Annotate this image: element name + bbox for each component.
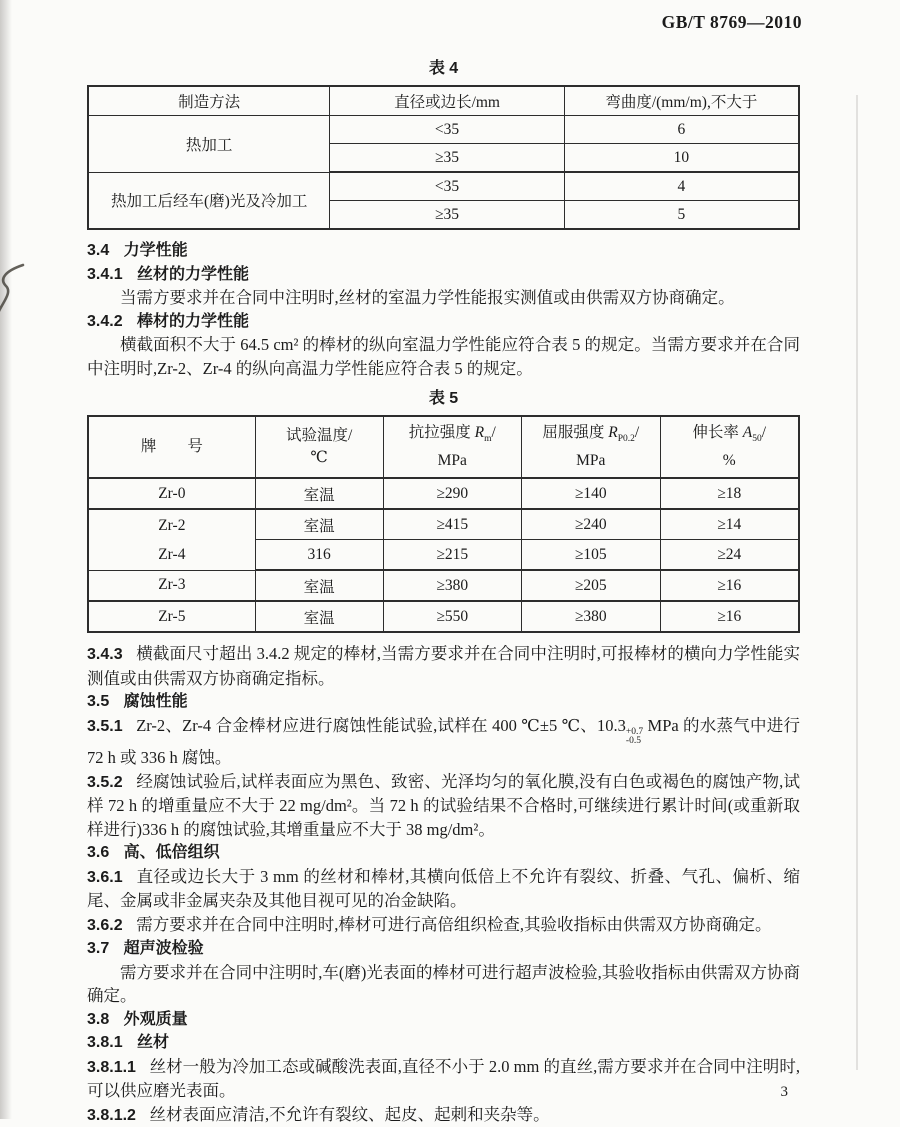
table-row: [88, 570, 799, 601]
section-heading-3-4-2: [87, 310, 800, 334]
section-title: 丝材: [136, 1034, 169, 1052]
table4-method-cell: 热加工后经车(磨)光及冷加工: [88, 172, 330, 229]
table5-header-tensile: [383, 416, 521, 478]
table5-temp-cell: 316: [255, 540, 383, 571]
table5-tensile-cell: ≥415: [383, 509, 521, 540]
section-heading-3-8: [87, 1008, 800, 1032]
unit: %: [722, 452, 736, 470]
table4-header-method: 制造方法: [88, 86, 330, 116]
scan-bleed-line: [856, 95, 858, 1070]
table5-yield-cell: ≥240: [522, 509, 660, 540]
table5-grade-cell: Zr-5: [88, 601, 255, 632]
table5-tensile-cell: ≥215: [383, 540, 521, 571]
symbol: R: [608, 423, 618, 441]
table4-header-row: [88, 86, 799, 116]
table5-yield-cell: ≥380: [522, 601, 660, 632]
paragraph-3-4-2: 横截面积不大于 64.5 cm² 的棒材的纵向室温力学性能应符合表 5 的规定。当需方要求并在合同中注明时,Zr-2、Zr-4 的纵向高温力学性能应符合表 5 的规定。: [87, 335, 800, 378]
tolerance-upper: +0.7: [625, 727, 644, 738]
section-heading-3-4-1: [87, 263, 800, 287]
slash: /: [634, 423, 640, 441]
symbol-subscript: P0.2: [617, 434, 635, 445]
page-number: 3: [780, 1084, 788, 1100]
section-number: 3.4: [87, 242, 110, 259]
table-row: [88, 478, 799, 509]
clause-number: 3.6.2: [87, 916, 123, 934]
section-heading-3-4: [87, 239, 800, 263]
table5-yield-cell: ≥105: [522, 540, 660, 571]
table4-bend-cell: 4: [564, 172, 799, 201]
table5-tensile-cell: ≥290: [383, 478, 521, 509]
table4-size-cell: <35: [330, 116, 564, 144]
table5-elong-cell: ≥24: [660, 540, 799, 571]
section-heading-3-8-1: [87, 1031, 800, 1055]
clause-number: 3.8.1.2: [87, 1106, 136, 1124]
grade-line: Zr-4: [158, 545, 186, 563]
table-row: [88, 601, 799, 632]
table4-header-bend: 弯曲度/(mm/m),不大于: [564, 86, 799, 116]
table5-temp-cell: 室温: [255, 601, 383, 632]
paragraph-3-7: 需方要求并在合同中注明时,车(磨)光表面的棒材可进行超声波检验,其验收指标由供需双方协商确定。: [87, 962, 800, 1006]
table-row: [88, 509, 799, 540]
clause-3-6-1: [87, 865, 800, 913]
scan-artifact-icon: [0, 262, 27, 314]
table5-grade-cell: Zr-3: [88, 570, 255, 601]
sections-top: [87, 239, 800, 380]
section-number: 3.4.2: [87, 312, 123, 330]
page-content: [0, 55, 900, 1127]
header-line: 屈服强度: [542, 423, 605, 441]
section-title: 棒材的力学性能: [136, 312, 249, 330]
clause-text: Zr-2、Zr-4 合金棒材应进行腐蚀性能试验,试样在 400 ℃±5 ℃、10.3: [136, 715, 626, 735]
table5-elong-cell: ≥18: [660, 478, 799, 509]
clause-number: 3.5.1: [87, 717, 123, 735]
clause-3-6-2: [87, 913, 800, 938]
table4-bend-cell: 5: [564, 201, 799, 230]
section-title: 超声波检验: [123, 940, 204, 958]
clause-text: MPa 的水蒸气中进行 72 h 或 336 h 腐蚀。: [87, 715, 801, 768]
section-heading-3-5: [87, 690, 800, 714]
tolerance-stack: [626, 728, 643, 746]
clause-text: 直径或边长大于 3 mm 的丝材和棒材,其横向低倍上不允许有裂纹、折叠、气孔、偏析、缩尾、金属或非金属夹杂及其他目视可见的冶金缺陷。: [87, 866, 800, 911]
table4-bend-cell: 10: [564, 144, 799, 173]
table5-caption: 表 5: [428, 390, 459, 407]
clause-3-4-3: [87, 642, 800, 690]
table-row: [88, 116, 799, 144]
section-title: 丝材的力学性能: [136, 265, 249, 283]
clause-text: 丝材表面应清洁,不允许有裂纹、起皮、起刺和夹杂等。: [149, 1104, 550, 1124]
table5-tensile-cell: ≥380: [383, 570, 521, 601]
section-number: 3.6: [87, 844, 110, 862]
header-line: 伸长率: [692, 423, 739, 441]
clause-number: 3.8.1.1: [87, 1058, 136, 1076]
section-number: 3.5: [87, 693, 110, 710]
section-number: 3.4.1: [87, 265, 123, 283]
section-number: 3.8.1: [87, 1034, 123, 1052]
table4-header-size: 直径或边长/mm: [330, 86, 564, 116]
sections-bottom: [87, 642, 800, 1127]
clause-3-8-1-1: [87, 1055, 800, 1103]
table4-size-cell: <35: [330, 172, 564, 201]
paragraph-3-4-1: 当需方要求并在合同中注明时,丝材的室温力学性能报实测值或由供需双方协商确定。: [120, 288, 735, 307]
unit: MPa: [576, 452, 606, 470]
section-number: 3.7: [87, 940, 110, 958]
table5-temp-cell: 室温: [255, 509, 383, 540]
clause-number: 3.5.2: [87, 773, 123, 791]
table5-grade-cell-merged: [88, 509, 255, 570]
table4-method-cell: 热加工: [88, 116, 330, 173]
clause-text: 需方要求并在合同中注明时,棒材可进行高倍组织检查,其验收指标由供需双方协商确定。: [136, 914, 772, 934]
section-heading-3-6: [87, 841, 800, 865]
table5-header-temp: [255, 416, 383, 478]
section-title: 腐蚀性能: [123, 693, 188, 710]
slash: /: [491, 423, 496, 441]
table4-caption: 表 4: [428, 60, 459, 77]
table4-bend-cell: 6: [564, 116, 799, 144]
table4-size-cell: ≥35: [330, 201, 564, 230]
table5-header-grade: 牌 号: [88, 416, 255, 478]
clause-number: 3.6.1: [87, 868, 123, 886]
table5-header-elongation: [660, 416, 799, 478]
table5-header-row: [88, 416, 799, 478]
grade-line: Zr-2: [158, 516, 186, 534]
symbol: A: [742, 423, 753, 441]
table5-elong-cell: ≥16: [660, 570, 799, 601]
table5-tensile-cell: ≥550: [383, 601, 521, 632]
section-title: 外观质量: [123, 1010, 188, 1028]
table5-elong-cell: ≥14: [660, 509, 799, 540]
clause-text: 丝材一般为冷加工态或碱酸洗表面,直径不小于 2.0 mm 的直丝,需方要求并在合同中注明时,可以供应磨光表面。: [87, 1056, 800, 1101]
clause-3-8-1-2: [87, 1103, 800, 1127]
header-line: 抗拉强度: [408, 423, 471, 441]
symbol-subscript: m: [484, 434, 492, 445]
table5-temp-cell: 室温: [255, 478, 383, 509]
header-line: 试验温度/: [285, 427, 353, 444]
header-line: ℃: [310, 449, 328, 466]
clause-text: 经腐蚀试验后,试样表面应为黑色、致密、光泽均匀的氧化膜,没有白色或褐色的腐蚀产物,试样 72 h 的增重量应不大于 22 mg/dm²。当 72 h 的试验结果不合格时,可继续进行累计时间(或重新取样进行)336 h 的腐蚀试验,其增重量应不大于 38 mg/dm²。: [87, 771, 800, 839]
standard-number: GB/T 8769—2010: [661, 12, 802, 32]
table4-size-cell: ≥35: [330, 144, 564, 173]
symbol: R: [474, 423, 485, 441]
table5-temp-cell: 室温: [255, 570, 383, 601]
slash: /: [761, 423, 767, 441]
symbol-subscript: 50: [752, 434, 762, 445]
unit: MPa: [437, 452, 467, 470]
table-row: [88, 172, 799, 201]
clause-number: 3.4.3: [87, 646, 123, 663]
section-heading-3-7: [87, 937, 800, 961]
section-title: 高、低倍组织: [123, 844, 220, 862]
section-number: 3.8: [87, 1010, 110, 1028]
table4: [87, 85, 800, 230]
table5: [87, 415, 800, 633]
table5-header-yield: [522, 416, 660, 478]
clause-3-5-1: [87, 714, 800, 770]
clause-text: 横截面尺寸超出 3.4.2 规定的棒材,当需方要求并在合同中注明时,可报棒材的横向力学性能实测值或由供需双方协商确定指标。: [87, 644, 800, 688]
table5-yield-cell: ≥140: [522, 478, 660, 509]
table5-yield-cell: ≥205: [522, 570, 660, 601]
table5-elong-cell: ≥16: [660, 601, 799, 632]
tolerance-lower: -0.5: [625, 736, 641, 747]
section-title: 力学性能: [123, 242, 188, 259]
table5-grade-cell: Zr-0: [88, 478, 255, 509]
clause-3-5-2: [87, 770, 800, 842]
